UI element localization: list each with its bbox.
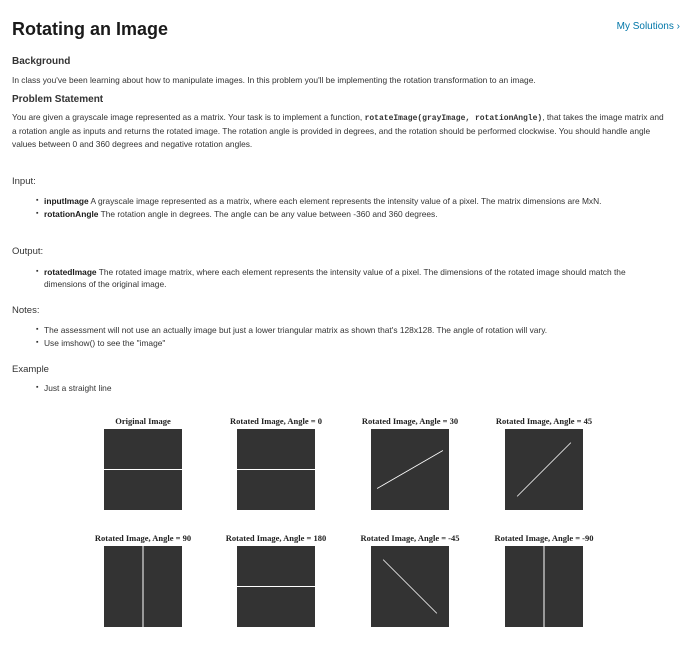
page-title: Rotating an Image: [12, 19, 169, 39]
figure-caption: Rotated Image, Angle = -45: [360, 533, 460, 543]
list-item: ▪ The assessment will not use an actually image but just a lower triangular matrix as shown that's 128x128. The angle of rotation will vary.: [36, 324, 656, 336]
example-list: [36, 382, 656, 395]
example-figure: [350, 533, 470, 627]
output-label: Output:: [12, 246, 44, 257]
input-label: Input:: [12, 176, 36, 187]
background-text: In class you've been learning about how to manipulate images. In this problem you'll be implementing the rotation transformation to an image.: [12, 75, 536, 85]
figure-caption: Rotated Image, Angle = 90: [94, 533, 192, 543]
output-list: [36, 266, 656, 291]
example-figure: [216, 533, 336, 627]
param-name: rotatedImage: [44, 267, 97, 277]
function-signature: rotateImage(grayImage, rotationAngle): [364, 114, 543, 123]
figure-caption: Original Image: [115, 416, 171, 426]
param-desc: The rotated image matrix, where each element represents the intensity value of a pixel. The dimensions of the rotated image should match the dimensions of the original image.: [44, 267, 626, 289]
background-heading: Background: [12, 56, 71, 67]
list-item: ▪ Just a straight line: [36, 382, 656, 394]
figure-caption: Rotated Image, Angle = 45: [495, 416, 593, 426]
list-item: ▪ Use imshow() to see the "image": [36, 337, 656, 349]
notes-list: [36, 324, 656, 350]
figure-image: [371, 546, 449, 627]
my-solutions-link[interactable]: [617, 21, 680, 32]
problem-text-1: You are given a grayscale image represented as a matrix. Your task is to implement a function,: [12, 112, 365, 122]
figure-caption: Rotated Image, Angle = 180: [225, 533, 327, 543]
figure-image: [505, 546, 583, 627]
figure-caption: Rotated Image, Angle = 30: [361, 416, 459, 426]
chevron-right-icon: ›: [676, 21, 680, 32]
figure-caption: Rotated Image, Angle = -90: [494, 533, 594, 543]
list-item: [36, 195, 656, 207]
problem-text: [12, 111, 664, 151]
param-name: inputImage: [44, 196, 89, 206]
example-figure: [350, 416, 470, 510]
figure-image: [505, 429, 583, 510]
example-figure: [83, 533, 203, 627]
list-item: [36, 208, 656, 220]
param-name: rotationAngle: [44, 209, 99, 219]
notes-label: Notes:: [12, 305, 40, 316]
example-label: Example: [12, 364, 49, 375]
example-figure: [484, 416, 604, 510]
figure-image: [371, 429, 449, 510]
param-desc: A grayscale image represented as a matrix, where each element represents the intensity value of a pixel. The matrix dimensions are MxN.: [88, 196, 602, 206]
figure-image: [237, 546, 315, 627]
input-list: [36, 195, 656, 221]
problem-text-2: , that takes the image matrix and a rotation angle as inputs and returns the rotated image. The rotation angle is provided in degrees, and the rotation should be performed clockwise. You should handle angle values between 0 and 360 degrees and negative rotation angles.: [12, 112, 664, 149]
figure-image: [237, 429, 315, 510]
example-figure: [83, 416, 203, 510]
list-item: [36, 266, 656, 290]
figure-image: [104, 546, 182, 627]
example-figure: [216, 416, 336, 510]
figure-caption: Rotated Image, Angle = 0: [230, 416, 322, 426]
param-desc: The rotation angle in degrees. The angle can be any value between -360 and 360 degrees.: [98, 209, 438, 219]
figure-image: [104, 429, 182, 510]
example-figure: [484, 533, 604, 627]
my-solutions-label: My Solutions: [616, 21, 674, 32]
problem-heading: Problem Statement: [12, 94, 104, 105]
